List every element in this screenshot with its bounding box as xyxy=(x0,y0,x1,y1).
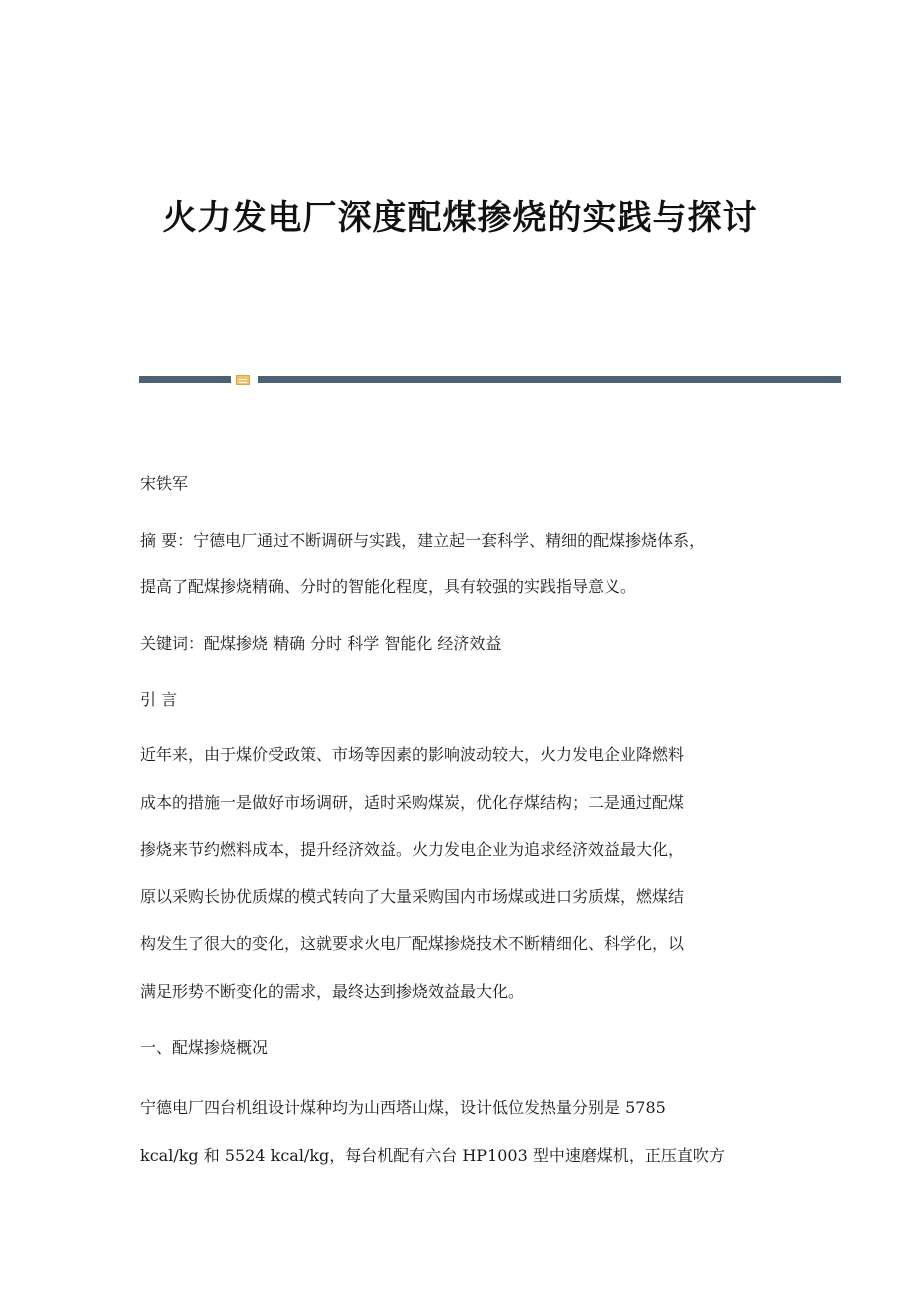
divider-bar-right xyxy=(258,376,841,383)
abstract-line: 提高了配煤掺烧精确、分时的智能化程度，具有较强的实践指导意义。 xyxy=(140,577,637,596)
intro-heading: 引 言 xyxy=(140,690,178,709)
intro-line: 掺烧来节约燃料成本，提升经济效益。火力发电企业为追求经济效益最大化， xyxy=(140,840,685,859)
document-title: 火力发电厂深度配煤掺烧的实践与探讨 xyxy=(162,198,758,238)
divider-ornament-icon xyxy=(236,375,250,385)
intro-line: 近年来，由于煤价受政策、市场等因素的影响波动较大，火力发电企业降燃料 xyxy=(140,745,685,764)
intro-line: 满足形势不断变化的需求，最终达到掺烧效益最大化。 xyxy=(140,982,525,1001)
divider-bar-left xyxy=(139,376,231,383)
section1-line: kcal/kg 和 5524 kcal/kg，每台机配有六台 HP1003 型中速磨煤机，正压直吹方 xyxy=(140,1146,725,1165)
intro-line: 构发生了很大的变化，这就要求火电厂配煤掺烧技术不断精细化、科学化，以 xyxy=(140,934,685,953)
title-divider xyxy=(139,375,841,385)
abstract-line: 摘 要：宁德电厂通过不断调研与实践，建立起一套科学、精细的配煤掺烧体系， xyxy=(140,531,706,550)
keywords-line: 关键词：配煤掺烧 精确 分时 科学 智能化 经济效益 xyxy=(140,634,502,653)
intro-line: 成本的措施一是做好市场调研，适时采购煤炭，优化存煤结构；二是通过配煤 xyxy=(140,793,685,812)
author-name: 宋铁军 xyxy=(140,474,189,493)
section1-line: 宁德电厂四台机组设计煤种均为山西塔山煤，设计低位发热量分别是 5785 xyxy=(140,1098,666,1117)
section1-heading: 一、配煤掺烧概况 xyxy=(140,1038,269,1057)
intro-line: 原以采购长协优质煤的模式转向了大量采购国内市场煤或进口劣质煤，燃煤结 xyxy=(140,887,685,906)
